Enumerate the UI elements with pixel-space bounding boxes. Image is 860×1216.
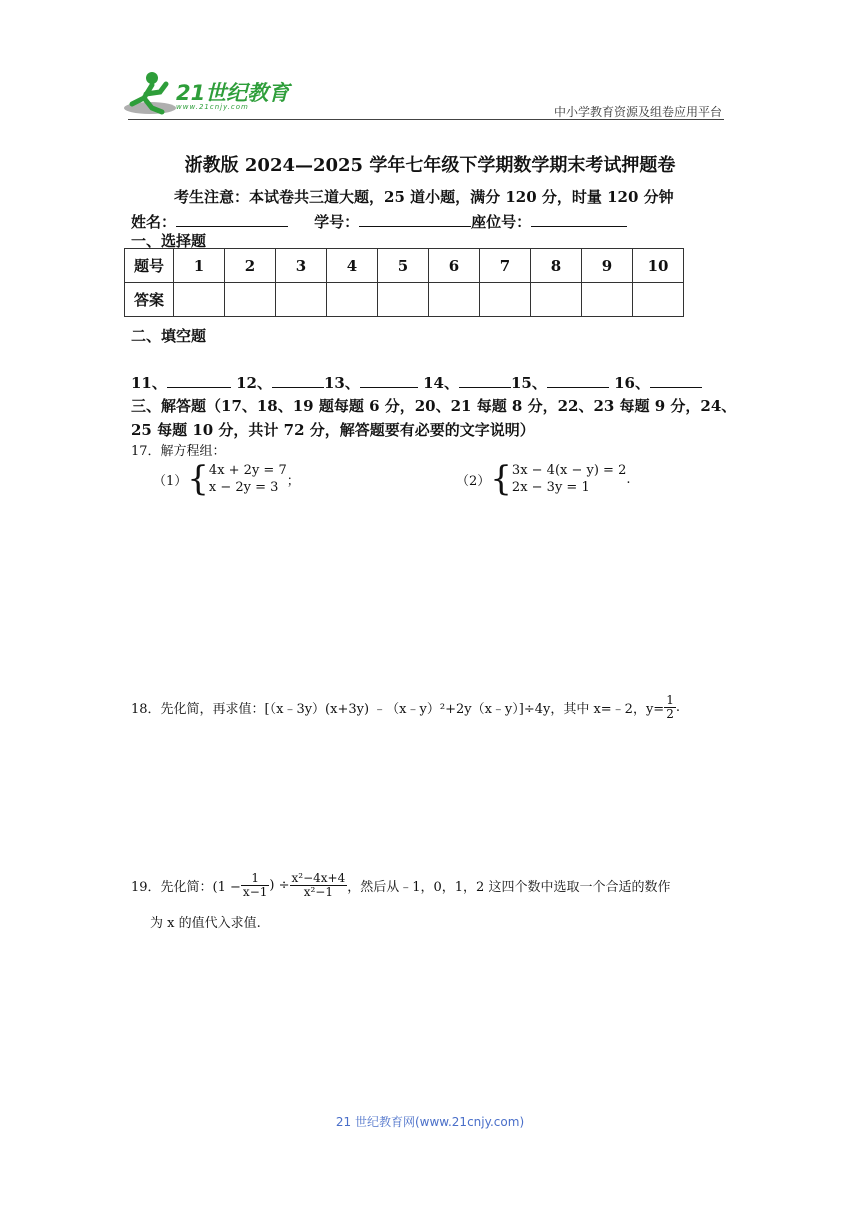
equation: 2x − 3y = 1 (511, 480, 590, 495)
logo-url: www.21cnjy.com (176, 103, 249, 111)
equation: 4x + 2y = 7 (208, 463, 287, 478)
footer-link[interactable]: 21 世纪教育网(www.21cnjy.com) (335, 1115, 525, 1129)
blank-item-label: 14、 (423, 374, 459, 392)
q19-prefix: 19．先化简：(1 − (131, 880, 241, 895)
seat-label: 座位号： (471, 213, 532, 231)
blank-item-label: 15、 (510, 374, 547, 392)
grid-number: 4 (327, 249, 378, 283)
fill-blank[interactable] (650, 371, 702, 388)
row-label-number: 题号 (125, 249, 174, 283)
id-blank[interactable] (359, 210, 471, 227)
fraction (290, 872, 348, 899)
punctuation: . (675, 700, 680, 715)
denominator: x−1 (242, 885, 268, 899)
student-info-line (131, 210, 627, 232)
fraction (241, 872, 269, 899)
part-label: （2） (456, 473, 491, 489)
fill-blank[interactable] (272, 371, 324, 388)
header-divider (128, 119, 724, 120)
fill-blank[interactable] (547, 371, 609, 388)
name-label: 姓名： (131, 213, 177, 231)
answer-cell[interactable] (327, 283, 378, 317)
equation: 3x − 4(x − y) = 2 (511, 463, 627, 478)
grid-number: 2 (225, 249, 276, 283)
q18 (131, 694, 680, 721)
name-blank[interactable] (176, 210, 288, 227)
fill-blank[interactable] (167, 371, 231, 388)
section1-heading: 一、选择题 (131, 232, 207, 250)
numerator: x²−4x+4 (291, 871, 346, 885)
seat-blank[interactable] (531, 210, 627, 227)
answer-cell[interactable] (633, 283, 684, 317)
row-label-answer: 答案 (125, 283, 174, 317)
answer-cell[interactable] (174, 283, 225, 317)
exam-notice: 考生注意：本试卷共三道大题，25 道小题，满分 120 分，时量 120 分钟 (174, 188, 674, 206)
grid-number: 5 (378, 249, 429, 283)
answer-cell[interactable] (531, 283, 582, 317)
numerator: 1 (241, 872, 269, 886)
equation: x − 2y = 3 (208, 480, 279, 495)
grid-number: 3 (276, 249, 327, 283)
platform-name: 中小学教育资源及组卷应用平台 (553, 105, 722, 119)
answer-cell[interactable] (429, 283, 480, 317)
fill-blank[interactable] (459, 371, 511, 388)
q17-part1 (153, 459, 300, 499)
punctuation: . (626, 471, 631, 487)
section2-heading: 二、填空题 (131, 327, 207, 345)
answer-cell[interactable] (276, 283, 327, 317)
q18-text: 18．先化简，再求值：[（x﹣3y）(x+3y) ﹣（x﹣y）²+2y（x﹣y）]÷4y，其中 x=﹣2，y= (131, 702, 665, 717)
logo-text: 21世纪教育 (176, 81, 290, 105)
exam-title: 浙教版 2024—2025 学年七年级下学期数学期末考试押题卷 (184, 155, 676, 176)
part-label: （1） (153, 473, 188, 489)
id-label: 学号： (314, 213, 360, 231)
blank-item-label: 11、 (131, 374, 167, 392)
question-number-row (125, 249, 684, 283)
blank-item-label: 13、 (323, 374, 360, 392)
blank-item-label: 16、 (614, 374, 650, 392)
q17-part2 (456, 459, 631, 499)
grid-number: 10 (633, 249, 684, 283)
answer-cell[interactable] (480, 283, 531, 317)
answer-cell[interactable] (225, 283, 276, 317)
q19-line1 (131, 872, 670, 899)
numerator: 1 (666, 693, 674, 707)
section3-heading: 三、解答题（17、18、19 题每题 6 分，20、21 每题 8 分，22、23 每题 9 分，24、25 每题 10 分，共计 72 分，解答题要有必要的文字说明） (131, 397, 737, 439)
q17-stem: 17．解方程组： (131, 444, 226, 459)
brace-icon: { (187, 459, 209, 499)
answer-grid (124, 248, 684, 317)
q19-line2: 为 x 的值代入求值. (150, 916, 261, 931)
denominator: 2 (666, 707, 674, 721)
q19-operator: ) ÷ (269, 878, 290, 893)
punctuation: ； (286, 473, 300, 489)
fill-blank-line (131, 371, 702, 393)
grid-number: 6 (429, 249, 480, 283)
grid-number: 9 (582, 249, 633, 283)
brace-icon: { (490, 459, 512, 499)
fraction (664, 694, 676, 721)
grid-number: 1 (174, 249, 225, 283)
blank-item-label: 12、 (236, 374, 272, 392)
answer-row (125, 283, 684, 317)
answer-cell[interactable] (582, 283, 633, 317)
fill-blank[interactable] (360, 371, 418, 388)
answer-cell[interactable] (378, 283, 429, 317)
grid-number: 7 (480, 249, 531, 283)
grid-number: 8 (531, 249, 582, 283)
q19-suffix: ，然后从﹣1，0，1，2 这四个数中选取一个合适的数作 (347, 880, 671, 895)
denominator: x²−1 (303, 885, 333, 899)
